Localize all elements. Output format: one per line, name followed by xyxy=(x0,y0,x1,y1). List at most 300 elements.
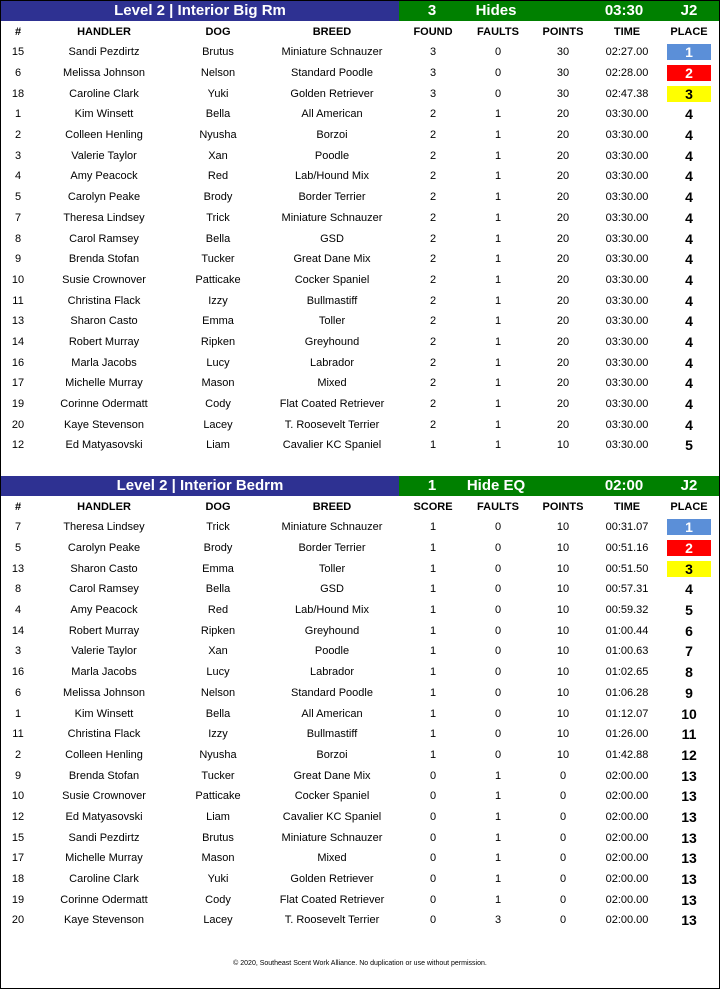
hide-count: 3 xyxy=(427,2,437,19)
cell-time: 03:30.00 xyxy=(605,377,649,390)
cell-entry-number: 11 xyxy=(12,294,24,307)
cell-faults: 0 xyxy=(494,624,502,637)
column-header-place: PLACE xyxy=(670,25,708,38)
cell-place xyxy=(659,786,719,807)
table-row xyxy=(1,228,719,249)
cell-dog: Mason xyxy=(201,852,235,865)
table-row xyxy=(1,187,719,208)
cell-handler: Theresa Lindsey xyxy=(63,211,145,224)
section-title: Level 2 | Interior Bedrm xyxy=(1,476,399,496)
cell-points: 10 xyxy=(556,624,570,637)
cell-found: 1 xyxy=(429,748,437,761)
cell-entry-number: 18 xyxy=(11,87,25,100)
cell-time: 02:47.38 xyxy=(605,87,649,100)
place-badge: 13 xyxy=(681,912,697,929)
cell-entry-number: 20 xyxy=(11,418,25,431)
cell-found: 3 xyxy=(429,46,437,59)
cell-dog: Trick xyxy=(206,521,230,534)
cell-points: 10 xyxy=(556,728,570,741)
cell-faults: 1 xyxy=(494,108,502,121)
cell-faults: 1 xyxy=(494,769,502,782)
column-header-place: PLACE xyxy=(670,500,708,513)
cell-points: 20 xyxy=(556,273,570,286)
cell-dog: Liam xyxy=(206,810,230,823)
cell-time: 02:28.00 xyxy=(605,67,649,80)
cell-faults: 1 xyxy=(494,273,502,286)
cell-faults: 0 xyxy=(494,604,502,617)
cell-entry-number: 1 xyxy=(14,707,22,720)
place-badge: 4 xyxy=(685,375,693,392)
place-badge: 4 xyxy=(685,106,693,123)
cell-points: 0 xyxy=(559,893,567,906)
table-row xyxy=(1,311,719,332)
table-row xyxy=(1,889,719,910)
cell-place xyxy=(659,166,719,187)
cell-place xyxy=(659,414,719,435)
cell-faults: 0 xyxy=(494,542,502,555)
cell-entry-number: 8 xyxy=(14,583,22,596)
table-row xyxy=(1,270,719,291)
cell-time: 01:00.63 xyxy=(605,645,649,658)
table-row xyxy=(1,807,719,828)
table-row xyxy=(1,683,719,704)
cell-entry-number: 4 xyxy=(14,170,22,183)
time-limit: 03:30 xyxy=(604,2,644,19)
cell-entry-number: 4 xyxy=(14,604,22,617)
cell-time: 02:00.00 xyxy=(605,769,649,782)
cell-faults: 0 xyxy=(494,707,502,720)
cell-dog: Trick xyxy=(206,211,230,224)
cell-found: 2 xyxy=(429,335,437,348)
cell-entry-number: 9 xyxy=(14,769,22,782)
column-header-breed: BREED xyxy=(312,500,352,513)
cell-time: 03:30.00 xyxy=(605,356,649,369)
table-row xyxy=(1,910,719,931)
cell-handler: Theresa Lindsey xyxy=(63,521,145,534)
place-badge: 3 xyxy=(667,561,711,577)
place-badge: 1 xyxy=(667,44,711,60)
column-header-handler: HANDLER xyxy=(77,25,131,38)
cell-entry-number: 19 xyxy=(11,398,25,411)
cell-found: 2 xyxy=(429,315,437,328)
cell-dog: Mason xyxy=(201,377,235,390)
cell-breed: Poodle xyxy=(314,149,350,162)
cell-points: 10 xyxy=(556,562,570,575)
cell-faults: 0 xyxy=(494,666,502,679)
cell-place xyxy=(659,83,719,104)
cell-dog: Cody xyxy=(205,893,231,906)
cell-handler: Christina Flack xyxy=(67,294,141,307)
cell-place xyxy=(659,270,719,291)
table-row xyxy=(1,42,719,63)
place-badge: 13 xyxy=(681,767,697,784)
cell-points: 20 xyxy=(556,149,570,162)
cell-points: 0 xyxy=(559,852,567,865)
cell-time: 01:00.44 xyxy=(605,624,649,637)
place-badge: 4 xyxy=(685,168,693,185)
cell-time: 03:30.00 xyxy=(605,294,649,307)
cell-breed: All American xyxy=(301,707,363,720)
cell-faults: 1 xyxy=(494,356,502,369)
cell-dog: Lucy xyxy=(206,666,230,679)
table-row xyxy=(1,290,719,311)
cell-time: 03:30.00 xyxy=(605,232,649,245)
cell-entry-number: 2 xyxy=(14,748,22,761)
cell-points: 20 xyxy=(556,418,570,431)
cell-place xyxy=(659,228,719,249)
cell-found: 0 xyxy=(429,790,437,803)
cell-handler: Carolyn Peake xyxy=(67,542,141,555)
cell-faults: 0 xyxy=(494,728,502,741)
cell-points: 0 xyxy=(559,831,567,844)
cell-found: 1 xyxy=(429,666,437,679)
cell-found: 0 xyxy=(429,914,437,927)
table-row xyxy=(1,394,719,415)
cell-handler: Colleen Henling xyxy=(65,129,143,142)
cell-entry-number: 9 xyxy=(14,253,22,266)
cell-entry-number: 6 xyxy=(14,67,22,80)
cell-breed: Miniature Schnauzer xyxy=(281,831,383,844)
cell-handler: Melissa Johnson xyxy=(63,67,145,80)
cell-place xyxy=(659,869,719,890)
column-header-entry-number: # xyxy=(14,500,22,513)
table-row xyxy=(1,435,719,456)
cell-points: 10 xyxy=(556,521,570,534)
cell-time: 03:30.00 xyxy=(605,398,649,411)
cell-time: 01:12.07 xyxy=(605,707,649,720)
cell-faults: 1 xyxy=(494,377,502,390)
cell-entry-number: 8 xyxy=(14,232,22,245)
cell-place xyxy=(659,125,719,146)
cell-points: 10 xyxy=(556,583,570,596)
table-row xyxy=(1,352,719,373)
cell-found: 1 xyxy=(429,583,437,596)
cell-dog: Izzy xyxy=(208,728,228,741)
cell-breed: Cocker Spaniel xyxy=(294,273,370,286)
place-badge: 4 xyxy=(685,333,693,350)
cell-dog: Bella xyxy=(205,232,231,245)
table-row xyxy=(1,373,719,394)
cell-handler: Colleen Henling xyxy=(65,748,143,761)
cell-faults: 0 xyxy=(494,645,502,658)
cell-handler: Sharon Casto xyxy=(70,562,138,575)
cell-handler: Valerie Taylor xyxy=(71,149,137,162)
cell-faults: 1 xyxy=(494,294,502,307)
table-row xyxy=(1,63,719,84)
cell-time: 03:30.00 xyxy=(605,170,649,183)
cell-time: 01:02.65 xyxy=(605,666,649,679)
cell-found: 1 xyxy=(429,439,437,452)
results-section-bedrm xyxy=(1,476,719,931)
cell-points: 10 xyxy=(556,645,570,658)
cell-dog: Nyusha xyxy=(199,748,237,761)
cell-breed: Miniature Schnauzer xyxy=(281,211,383,224)
cell-found: 1 xyxy=(429,562,437,575)
column-header-found: SCORE xyxy=(413,500,453,513)
cell-found: 2 xyxy=(429,294,437,307)
cell-handler: Marla Jacobs xyxy=(71,356,137,369)
cell-breed: Toller xyxy=(318,562,346,575)
cell-place xyxy=(659,249,719,270)
cell-time: 03:30.00 xyxy=(605,108,649,121)
section-info-bar xyxy=(399,476,719,496)
cell-breed: Flat Coated Retriever xyxy=(279,398,385,411)
cell-time: 03:30.00 xyxy=(605,129,649,142)
cell-points: 20 xyxy=(556,170,570,183)
cell-place xyxy=(659,208,719,229)
cell-points: 20 xyxy=(556,356,570,369)
place-badge: 4 xyxy=(685,271,693,288)
table-row xyxy=(1,558,719,579)
cell-dog: Tucker xyxy=(201,253,235,266)
place-badge: 13 xyxy=(681,891,697,908)
cell-breed: T. Roosevelt Terrier xyxy=(284,418,380,431)
cell-dog: Lacey xyxy=(203,418,233,431)
cell-place xyxy=(659,435,719,456)
cell-breed: Mixed xyxy=(317,852,347,865)
cell-place xyxy=(659,42,719,63)
column-header-time: TIME xyxy=(613,25,641,38)
cell-handler: Susie Crownover xyxy=(62,790,146,803)
cell-entry-number: 3 xyxy=(14,149,22,162)
cell-points: 10 xyxy=(556,666,570,679)
cell-place xyxy=(659,352,719,373)
table-row xyxy=(1,869,719,890)
cell-place xyxy=(659,889,719,910)
cell-faults: 1 xyxy=(494,253,502,266)
cell-place xyxy=(659,807,719,828)
cell-breed: Border Terrier xyxy=(298,191,366,204)
table-row xyxy=(1,125,719,146)
cell-entry-number: 7 xyxy=(14,211,22,224)
cell-found: 0 xyxy=(429,831,437,844)
cell-points: 20 xyxy=(556,315,570,328)
cell-faults: 1 xyxy=(494,191,502,204)
cell-found: 1 xyxy=(429,542,437,555)
cell-breed: Flat Coated Retriever xyxy=(279,893,385,906)
cell-points: 20 xyxy=(556,398,570,411)
cell-time: 03:30.00 xyxy=(605,253,649,266)
place-badge: 4 xyxy=(685,209,693,226)
cell-handler: Michelle Murray xyxy=(65,377,143,390)
cell-faults: 0 xyxy=(494,748,502,761)
cell-found: 0 xyxy=(429,893,437,906)
cell-time: 02:00.00 xyxy=(605,893,649,906)
cell-time: 01:06.28 xyxy=(605,686,649,699)
cell-found: 0 xyxy=(429,810,437,823)
cell-points: 30 xyxy=(556,87,570,100)
cell-breed: All American xyxy=(301,108,363,121)
cell-handler: Brenda Stofan xyxy=(68,769,140,782)
cell-dog: Brody xyxy=(203,191,233,204)
cell-handler: Kim Winsett xyxy=(74,707,134,720)
cell-dog: Patticake xyxy=(195,273,241,286)
cell-place xyxy=(659,517,719,538)
cell-found: 2 xyxy=(429,418,437,431)
cell-dog: Xan xyxy=(208,149,228,162)
cell-dog: Nelson xyxy=(200,686,236,699)
cell-entry-number: 5 xyxy=(14,191,22,204)
place-badge: 8 xyxy=(685,664,693,681)
cell-handler: Kim Winsett xyxy=(74,108,134,121)
cell-faults: 1 xyxy=(494,893,502,906)
cell-handler: Caroline Clark xyxy=(69,87,139,100)
cell-dog: Red xyxy=(207,170,229,183)
cell-time: 00:59.32 xyxy=(605,604,649,617)
cell-entry-number: 19 xyxy=(11,893,25,906)
place-badge: 2 xyxy=(667,65,711,81)
cell-breed: Lab/Hound Mix xyxy=(295,604,369,617)
cell-time: 03:30.00 xyxy=(605,273,649,286)
section-title-bar xyxy=(1,1,719,21)
cell-place xyxy=(659,600,719,621)
cell-dog: Nyusha xyxy=(199,129,237,142)
cell-place xyxy=(659,703,719,724)
cell-breed: Miniature Schnauzer xyxy=(281,521,383,534)
cell-place xyxy=(659,662,719,683)
table-row xyxy=(1,104,719,125)
cell-handler: Amy Peacock xyxy=(70,604,138,617)
cell-found: 2 xyxy=(429,191,437,204)
cell-place xyxy=(659,311,719,332)
cell-place xyxy=(659,579,719,600)
cell-breed: Toller xyxy=(318,315,346,328)
hide-count-label: Hide EQ xyxy=(466,477,526,494)
cell-breed: Great Dane Mix xyxy=(293,253,371,266)
cell-faults: 0 xyxy=(494,46,502,59)
place-badge: 9 xyxy=(685,684,693,701)
cell-dog: Liam xyxy=(206,439,230,452)
cell-entry-number: 16 xyxy=(11,666,25,679)
cell-place xyxy=(659,724,719,745)
cell-dog: Emma xyxy=(202,315,234,328)
column-header-faults: FAULTS xyxy=(477,25,519,38)
cell-points: 10 xyxy=(556,748,570,761)
table-row xyxy=(1,724,719,745)
cell-entry-number: 10 xyxy=(11,790,25,803)
table-row xyxy=(1,641,719,662)
cell-breed: Golden Retriever xyxy=(290,87,374,100)
cell-found: 1 xyxy=(429,624,437,637)
cell-entry-number: 5 xyxy=(14,542,22,555)
cell-points: 20 xyxy=(556,253,570,266)
cell-faults: 1 xyxy=(494,852,502,865)
cell-entry-number: 10 xyxy=(11,273,25,286)
place-badge: 3 xyxy=(667,86,711,102)
cell-faults: 3 xyxy=(494,914,502,927)
cell-time: 03:30.00 xyxy=(605,149,649,162)
cell-entry-number: 15 xyxy=(11,46,25,59)
cell-place xyxy=(659,848,719,869)
cell-breed: Cocker Spaniel xyxy=(294,790,370,803)
column-header-dog: DOG xyxy=(205,500,231,513)
place-badge: 4 xyxy=(685,127,693,144)
cell-points: 20 xyxy=(556,335,570,348)
cell-handler: Carol Ramsey xyxy=(69,583,139,596)
cell-dog: Brutus xyxy=(202,831,234,844)
judge-label: J2 xyxy=(680,2,698,19)
cell-handler: Ed Matyasovski xyxy=(65,810,143,823)
cell-found: 1 xyxy=(429,521,437,534)
table-row xyxy=(1,600,719,621)
cell-breed: Lab/Hound Mix xyxy=(295,170,369,183)
cell-faults: 0 xyxy=(494,521,502,534)
cell-entry-number: 1 xyxy=(14,108,22,121)
table-row xyxy=(1,166,719,187)
place-badge: 4 xyxy=(685,396,693,413)
table-row xyxy=(1,848,719,869)
cell-faults: 1 xyxy=(494,873,502,886)
cell-entry-number: 13 xyxy=(11,562,25,575)
time-limit: 02:00 xyxy=(604,477,644,494)
place-badge: 4 xyxy=(685,416,693,433)
cell-found: 3 xyxy=(429,87,437,100)
cell-faults: 1 xyxy=(494,790,502,803)
results-table xyxy=(1,496,719,931)
cell-time: 00:51.50 xyxy=(605,562,649,575)
cell-faults: 1 xyxy=(494,315,502,328)
table-header-row xyxy=(1,496,719,517)
cell-breed: Miniature Schnauzer xyxy=(281,46,383,59)
cell-place xyxy=(659,332,719,353)
table-row xyxy=(1,414,719,435)
cell-found: 2 xyxy=(429,356,437,369)
cell-dog: Bella xyxy=(205,108,231,121)
cell-breed: Borzoi xyxy=(316,748,348,761)
cell-points: 0 xyxy=(559,810,567,823)
cell-found: 2 xyxy=(429,398,437,411)
cell-time: 00:57.31 xyxy=(605,583,649,596)
place-badge: 11 xyxy=(681,726,697,743)
table-row xyxy=(1,332,719,353)
cell-entry-number: 14 xyxy=(11,624,25,637)
cell-dog: Ripken xyxy=(200,335,236,348)
table-row xyxy=(1,579,719,600)
cell-handler: Amy Peacock xyxy=(70,170,138,183)
place-badge: 2 xyxy=(667,540,711,556)
cell-time: 02:00.00 xyxy=(605,852,649,865)
cell-points: 30 xyxy=(556,46,570,59)
place-badge: 4 xyxy=(685,230,693,247)
cell-handler: Michelle Murray xyxy=(65,852,143,865)
cell-place xyxy=(659,827,719,848)
hide-count: 1 xyxy=(427,477,437,494)
place-badge: 4 xyxy=(685,581,693,598)
table-header-row xyxy=(1,21,719,42)
cell-handler: Sandi Pezdirtz xyxy=(68,46,140,59)
cell-dog: Yuki xyxy=(207,87,229,100)
cell-points: 0 xyxy=(559,914,567,927)
cell-handler: Sharon Casto xyxy=(70,315,138,328)
cell-found: 1 xyxy=(429,686,437,699)
cell-found: 2 xyxy=(429,149,437,162)
cell-dog: Tucker xyxy=(201,769,235,782)
cell-found: 2 xyxy=(429,108,437,121)
cell-breed: Border Terrier xyxy=(298,542,366,555)
column-header-faults: FAULTS xyxy=(477,500,519,513)
cell-found: 2 xyxy=(429,273,437,286)
cell-breed: T. Roosevelt Terrier xyxy=(284,914,380,927)
place-badge: 13 xyxy=(681,850,697,867)
place-badge: 13 xyxy=(681,829,697,846)
cell-points: 10 xyxy=(556,604,570,617)
cell-entry-number: 7 xyxy=(14,521,22,534)
cell-points: 20 xyxy=(556,377,570,390)
cell-entry-number: 12 xyxy=(11,810,25,823)
cell-time: 02:00.00 xyxy=(605,873,649,886)
cell-faults: 1 xyxy=(494,149,502,162)
place-badge: 4 xyxy=(685,251,693,268)
